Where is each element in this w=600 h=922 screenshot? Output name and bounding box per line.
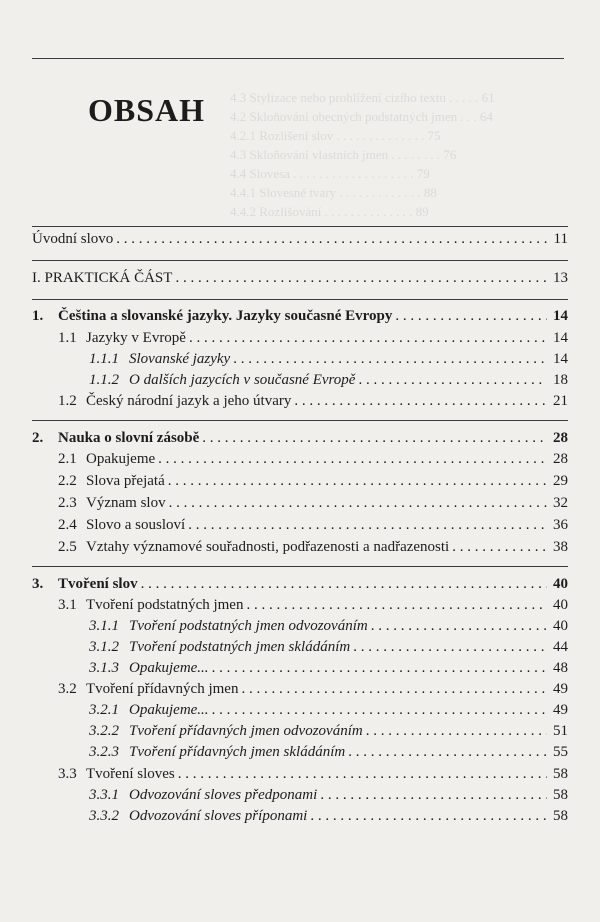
toc-entry-page: 11 (553, 231, 568, 247)
toc-entry-3-2[interactable] (32, 679, 568, 699)
section-separator (32, 260, 568, 261)
dot-leader (141, 574, 547, 594)
dot-leader (358, 370, 547, 390)
toc-entry-title: Slova přejatá (86, 473, 165, 489)
dot-leader (116, 229, 547, 249)
toc-entry-title: Tvoření podstatných jmen skládáním (129, 639, 351, 655)
toc-entry-page: 40 (553, 618, 568, 634)
toc-entry-number: 2.5 (58, 539, 77, 555)
dot-leader (452, 537, 547, 557)
toc-entry-number: 3.1 (58, 597, 77, 613)
toc-entry-page: 28 (553, 430, 568, 446)
section-separator (32, 566, 568, 567)
dot-leader (175, 268, 547, 288)
toc-entry-3-2-1[interactable] (32, 700, 568, 720)
toc-entry-number: 3.2.3 (89, 744, 119, 760)
toc-entry-title: Tvoření podstatných jmen (86, 597, 244, 613)
toc-entry-page: 14 (553, 351, 568, 367)
toc-entry-title: O dalších jazycích v současné Evropě (129, 372, 356, 388)
toc-entry-number: 3.3.2 (89, 808, 119, 824)
toc-entry-title: Tvoření podstatných jmen odvozováním (129, 618, 368, 634)
toc-entry-3-3[interactable] (32, 764, 568, 784)
dot-leader (212, 658, 547, 678)
toc-entry-2-2[interactable] (32, 471, 568, 491)
toc-entry-page: 18 (553, 372, 568, 388)
toc-entry-uvodni-slovo[interactable] (32, 229, 568, 249)
toc-entry-title: Nauka o slovní zásobě (58, 430, 200, 446)
dot-leader (169, 493, 547, 513)
toc-entry-number: 3.2.1 (89, 702, 119, 718)
toc-entry-page: 14 (553, 308, 568, 324)
dot-leader (188, 515, 547, 535)
dot-leader (310, 806, 547, 826)
toc-entry-2-1[interactable] (32, 449, 568, 469)
toc-entry-title: Odvozování sloves předponami (129, 787, 318, 803)
toc-entry-3-2-2[interactable] (32, 721, 568, 741)
toc-entry-3-1[interactable] (32, 595, 568, 615)
toc-entry-title: Tvoření přídavných jmen skládáním (129, 744, 346, 760)
toc-entry-2-5[interactable] (32, 537, 568, 557)
toc-entry-page: 38 (553, 539, 568, 555)
section-separator (32, 420, 568, 421)
toc-entry-title: Čeština a slovanské jazyky. Jazyky současné Evropy (58, 308, 393, 324)
section-separator (32, 299, 568, 300)
toc-entry-title: Vztahy významové souřadnosti, podřazenosti a nadřazenosti (86, 539, 450, 555)
toc-entry-number: 2.1 (58, 451, 77, 467)
toc-entry-title: I. PRAKTICKÁ ČÁST (32, 270, 173, 286)
toc-entry-chapter-1[interactable] (32, 306, 568, 326)
dot-leader (168, 471, 547, 491)
toc-entry-page: 58 (553, 808, 568, 824)
toc-entry-title: Opakujeme... (129, 702, 209, 718)
toc-entry-3-1-2[interactable] (32, 637, 568, 657)
dot-leader (202, 428, 547, 448)
toc-entry-title: Slovanské jazyky (129, 351, 231, 367)
toc-entry-number: 3.1.2 (89, 639, 119, 655)
toc-entry-number: 3.2.2 (89, 723, 119, 739)
toc-entry-page: 55 (553, 744, 568, 760)
toc-entry-3-3-1[interactable] (32, 785, 568, 805)
toc-entry-title: Význam slov (86, 495, 166, 511)
toc-entry-title: Odvozování sloves příponami (129, 808, 308, 824)
show-through-text: 4.3 Stylizace nebo prohlížení cizího textu . . . . . 61 4.2 Skloňování obecných podstatných jmen . . . 64 4.2.1 Rozlišení slov . . . . . . . . . . . . . . 75 4.3 Skloňování vlastních jmen . . . . . . . . 76 4.4 Slovesa . . . . . . . . . . . . . . . . . . . 79 4.4.1 Slovesné tvary . . . . . . . . . . . . . 88 4.4.2 Rozlišování . . . . . . . . . . . . . . 89 (230, 90, 495, 219)
toc-entry-number: 3.3 (58, 766, 77, 782)
toc-entry-number: 3.1.3 (89, 660, 119, 676)
toc-entry-title: Jazyky v Evropě (86, 330, 186, 346)
toc-entry-title: Úvodní slovo (32, 231, 114, 247)
toc-entry-page: 49 (553, 702, 568, 718)
toc-entry-title: Tvoření přídavných jmen odvozováním (129, 723, 363, 739)
toc-entry-number: 2.2 (58, 473, 77, 489)
toc-entry-3-1-1[interactable] (32, 616, 568, 636)
toc-entry-page: 44 (553, 639, 568, 655)
dot-leader (353, 637, 547, 657)
toc-entry-number: 2.4 (58, 517, 77, 533)
toc-entry-2-3[interactable] (32, 493, 568, 513)
toc-entry-chapter-3[interactable] (32, 574, 568, 594)
toc-entry-page: 58 (553, 787, 568, 803)
toc-entry-title: Český národní jazyk a jeho útvary (86, 393, 292, 409)
dot-leader (366, 721, 547, 741)
toc-entry-title: Tvoření slov (58, 576, 138, 592)
toc-entry-page: 58 (553, 766, 568, 782)
toc-entry-number: 2.3 (58, 495, 77, 511)
toc-entry-number: 1. (32, 308, 44, 324)
dot-leader (371, 616, 547, 636)
dot-leader (246, 595, 547, 615)
top-rule (32, 58, 564, 59)
toc-entry-number: 1.1.2 (89, 372, 119, 388)
toc-entry-page: 28 (553, 451, 568, 467)
toc-entry-2-4[interactable] (32, 515, 568, 535)
toc-entry-page: 36 (553, 517, 568, 533)
toc-entry-3-1-3[interactable] (32, 658, 568, 678)
toc-entry-title: Opakujeme (86, 451, 156, 467)
toc-entry-title: Opakujeme... (129, 660, 209, 676)
dot-leader (241, 679, 547, 699)
toc-entry-page: 21 (553, 393, 568, 409)
toc-entry-page: 13 (553, 270, 568, 286)
toc-entry-number: 2. (32, 430, 44, 446)
dot-leader (294, 391, 547, 411)
toc-entry-page: 40 (553, 576, 568, 592)
toc-entry-1-1-1[interactable] (32, 349, 568, 369)
toc-entry-page: 51 (553, 723, 568, 739)
dot-leader (212, 700, 547, 720)
toc-entry-number: 1.1 (58, 330, 77, 346)
toc-entry-page: 40 (553, 597, 568, 613)
toc-entry-number: 1.2 (58, 393, 77, 409)
dot-leader (178, 764, 547, 784)
toc-entry-number: 1.1.1 (89, 351, 119, 367)
toc-entry-title: Tvoření sloves (86, 766, 175, 782)
toc-entry-number: 3.1.1 (89, 618, 119, 634)
toc-entry-number: 3.3.1 (89, 787, 119, 803)
toc-entry-3-2-3[interactable] (32, 742, 568, 762)
toc-entry-page: 14 (553, 330, 568, 346)
toc-entry-chapter-2[interactable] (32, 428, 568, 448)
toc-entry-page: 29 (553, 473, 568, 489)
toc-entry-title: Tvoření přídavných jmen (86, 681, 239, 697)
toc-entry-number: 3.2 (58, 681, 77, 697)
dot-leader (233, 349, 547, 369)
toc-entry-page: 48 (553, 660, 568, 676)
dot-leader (348, 742, 547, 762)
toc-heading: OBSAH (88, 92, 206, 128)
toc-entry-number: 3. (32, 576, 44, 592)
dot-leader (395, 306, 547, 326)
dot-leader (189, 328, 547, 348)
dot-leader (320, 785, 547, 805)
section-separator (32, 226, 568, 227)
dot-leader (158, 449, 547, 469)
toc-entry-1-2[interactable] (32, 391, 568, 411)
toc-entry-prakticka-cast[interactable] (32, 268, 568, 288)
toc-entry-page: 32 (553, 495, 568, 511)
toc-entry-page: 49 (553, 681, 568, 697)
toc-entry-1-1[interactable] (32, 328, 568, 348)
toc-entry-3-3-2[interactable] (32, 806, 568, 826)
toc-entry-1-1-2[interactable] (32, 370, 568, 390)
toc-entry-title: Slovo a sousloví (86, 517, 186, 533)
